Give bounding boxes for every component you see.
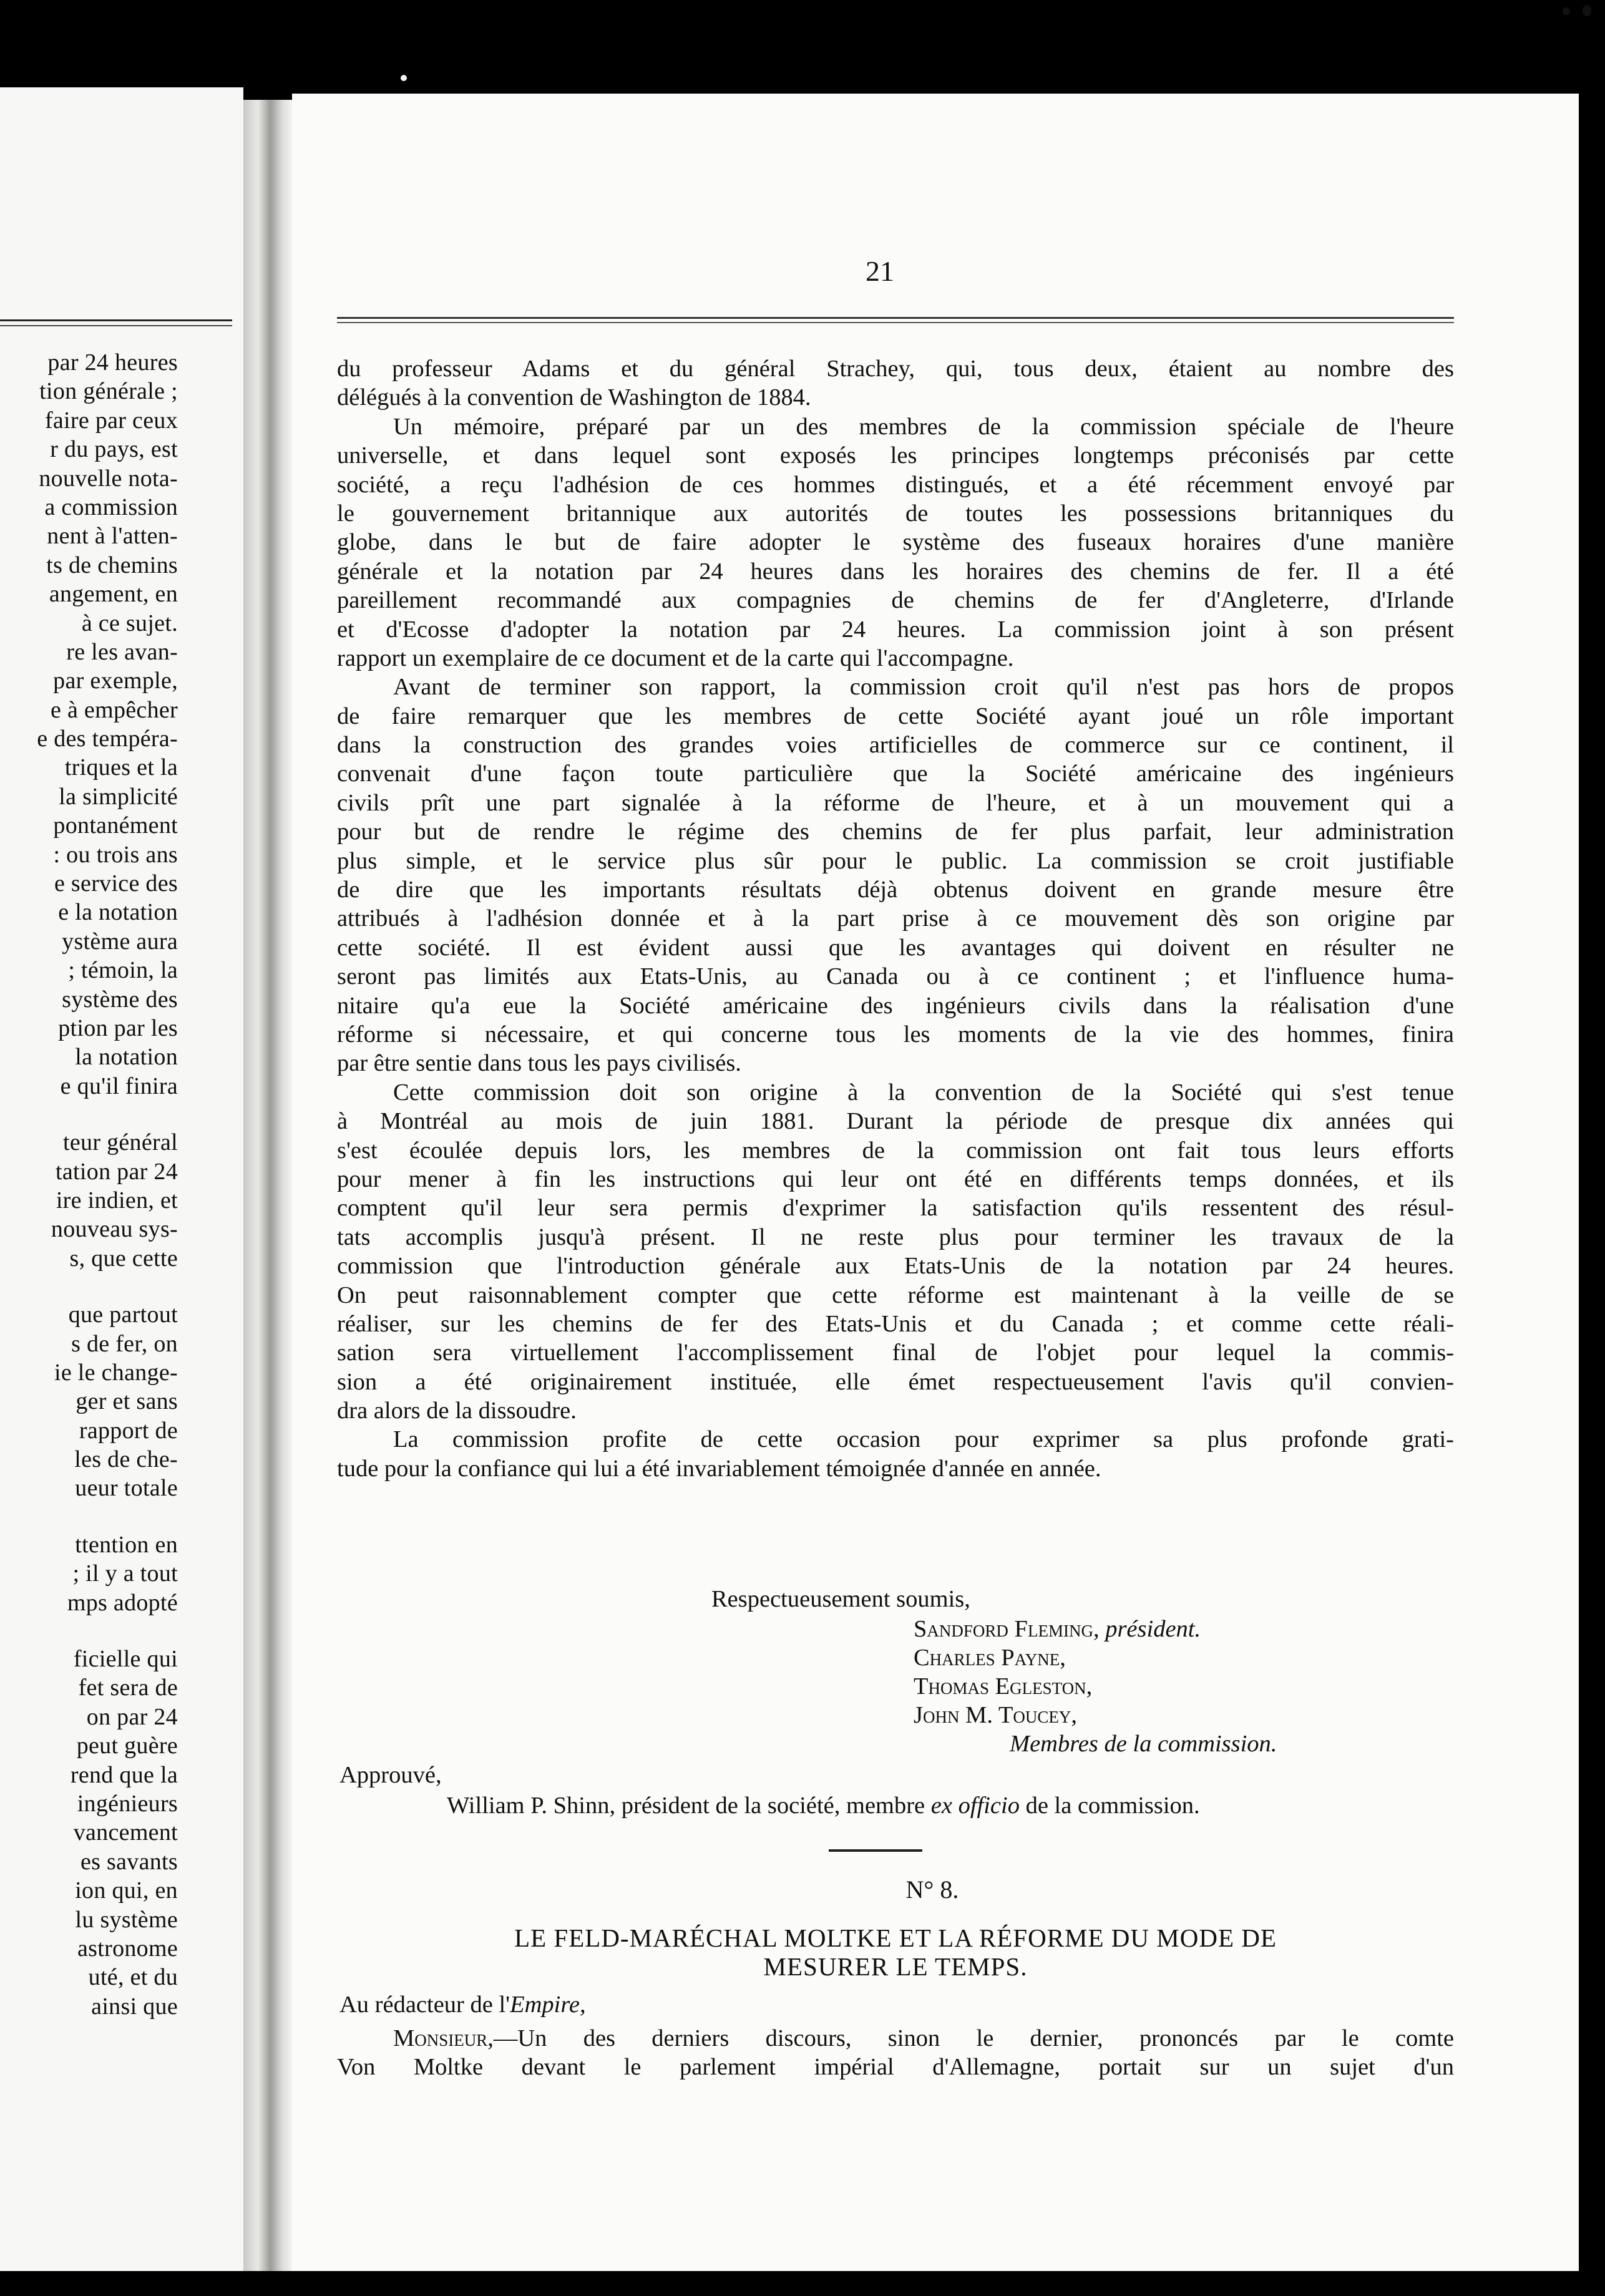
- report-line: de faire remarquer que les membres de cette Société ayant joué un rôle important: [337, 703, 1454, 729]
- left-page-line: ie le change-: [54, 1359, 178, 1386]
- addressee-prefix: Au rédacteur de l': [339, 1992, 510, 2018]
- left-page-line: ger et sans: [76, 1388, 178, 1415]
- left-page-line: mps adopté: [67, 1589, 178, 1616]
- left-page-line: teur général: [63, 1129, 178, 1156]
- left-page-line: r du pays, est: [50, 436, 178, 463]
- signatory-egleston: Thomas Egleston,: [914, 1673, 1093, 1700]
- left-page-text: [37, 348, 178, 2021]
- report-line: tude pour la confiance qui lui a été invariablement témoignée d'année en année.: [337, 1455, 1101, 1482]
- signatory-payne: Charles Payne,: [914, 1645, 1066, 1671]
- left-page-line: re les avan-: [66, 638, 178, 665]
- left-page-line: ficielle qui: [73, 1646, 178, 1673]
- report-body: [337, 354, 1454, 1483]
- report-line: sation sera virtuellement l'accomplissement final de l'objet pour lequel la commis-: [337, 1340, 1454, 1366]
- left-page-line: a commission: [44, 494, 178, 520]
- report-line: pareillement recommandé aux compagnies de chemins de fer d'Angleterre, d'Irlande: [337, 587, 1454, 614]
- commission-members-label: Membres de la commission.: [1010, 1731, 1277, 1757]
- letter-salutation: Monsieur,: [393, 2025, 494, 2051]
- report-line: Cette commission doit son origine à la convention de la Société qui s'est tenue: [393, 1079, 1454, 1106]
- left-page-line: ttention en: [75, 1531, 178, 1558]
- letter-line: [337, 2024, 1454, 2053]
- report-line: On peut raisonnablement compter que cette réforme est maintenant à la veille de se: [337, 1282, 1454, 1308]
- scan-speck: [1583, 5, 1591, 16]
- left-page-line: ystème aura: [62, 928, 178, 955]
- left-page-line: astronome: [77, 1935, 178, 1962]
- approval-line-end: de la commission.: [1025, 1793, 1200, 1819]
- addressee-paper: Empire,: [510, 1992, 586, 2018]
- left-page-line: ion qui, en: [75, 1877, 178, 1904]
- report-line: globe, dans le but de faire adopter le système des fuseaux horaires d'une manière: [337, 529, 1454, 556]
- letter-line: Von Moltke devant le parlement impérial d'Allemagne, portait sur un sujet d'un: [337, 2054, 1454, 2081]
- left-page-line: à ce sujet.: [81, 610, 178, 636]
- left-page-line: uté, et du: [88, 1964, 178, 1991]
- report-line: par être sentie dans tous les pays civilisés.: [337, 1050, 741, 1077]
- page-number: 21: [866, 255, 894, 287]
- report-line: Un mémoire, préparé par un des membres de la commission spéciale de l'heure: [393, 413, 1454, 440]
- letter-body: [337, 2024, 1454, 2082]
- signatory-fleming-role: président.: [1105, 1616, 1201, 1642]
- left-page-line: e à empêcher: [50, 696, 178, 723]
- report-line: générale et la notation par 24 heures dans les horaires des chemins de fer. Il a été: [337, 558, 1454, 585]
- report-line: société, a reçu l'adhésion de ces hommes distingués, et a été récemment envoyé par: [337, 471, 1454, 498]
- report-line: et d'Ecosse d'adopter la notation par 24 heures. La commission joint à son présent: [337, 616, 1454, 643]
- report-line: nitaire qu'a eue la Société américaine des ingénieurs civils dans la réalisation d'une: [337, 992, 1454, 1019]
- closing-line: Respectueusement soumis,: [711, 1586, 970, 1612]
- left-page-line: ueur totale: [75, 1475, 178, 1502]
- left-page-line: ire indien, et: [56, 1187, 178, 1214]
- left-page-line: pontanément: [53, 812, 178, 839]
- document-title-line-1: LE FELD-MARÉCHAL MOLTKE ET LA RÉFORME DU MODE DE: [514, 1924, 1277, 1952]
- approval-ex-officio: ex officio: [930, 1793, 1020, 1819]
- left-page-line: e service des: [54, 870, 178, 897]
- left-page-line: nouvelle nota-: [39, 465, 178, 492]
- report-line: de dire que les importants résultats déjà obtenus doivent en grande mesure être: [337, 877, 1454, 903]
- left-page-line: peut guère: [76, 1733, 178, 1759]
- report-line: pour mener à fin les instructions qui leur ont été en différents temps données, et ils: [337, 1165, 1454, 1192]
- left-page-line: : ou trois ans: [53, 841, 178, 868]
- report-line: commission que l'introduction générale aux Etats-Unis de la notation par 24 heures.: [337, 1253, 1454, 1280]
- header-rule: [337, 317, 1454, 323]
- left-page-line: par exemple,: [53, 668, 178, 694]
- report-line: tats accomplis jusqu'à présent. Il ne reste plus pour terminer les travaux de la: [337, 1223, 1454, 1250]
- left-page-line: ; il y a tout: [72, 1560, 178, 1587]
- left-page-line: s de fer, on: [71, 1330, 178, 1357]
- report-line: le gouvernement britannique aux autorités de toutes les possessions britanniques du: [337, 500, 1454, 527]
- left-page-line: es savants: [80, 1848, 178, 1875]
- document-title: [337, 1924, 1454, 1981]
- report-line: rapport un exemplaire de ce document et de la carte qui l'accompagne.: [337, 645, 1014, 671]
- report-line: universelle, et dans lequel sont exposés les principes longtemps préconisés par cette: [337, 442, 1454, 469]
- report-line: s'est écoulée depuis lors, les membres de la commission ont fait tous leurs efforts: [337, 1137, 1454, 1164]
- document-title-line-2: MESURER LE TEMPS.: [763, 1952, 1028, 1981]
- section-divider: [829, 1849, 922, 1852]
- report-line: délégués à la convention de Washington de 1884.: [337, 384, 811, 411]
- left-page-line: la notation: [75, 1044, 178, 1071]
- report-line: convenait d'une façon toute particulière que la Société américaine des ingénieurs: [337, 761, 1454, 787]
- report-line: Avant de terminer son rapport, la commission croit qu'il n'est pas hors de propos: [393, 674, 1454, 701]
- left-page-line: ts de chemins: [46, 552, 178, 578]
- left-page-line: angement, en: [49, 581, 178, 608]
- left-page-gap: [37, 1617, 178, 1645]
- left-page-gap: [37, 1273, 178, 1300]
- signatory-fleming-name: Sandford Fleming,: [914, 1616, 1100, 1642]
- left-page-line: tion générale ;: [39, 378, 178, 405]
- left-page-line: ption par les: [58, 1014, 178, 1041]
- report-line: à Montréal au mois de juin 1881. Durant la période de presque dix années qui: [337, 1108, 1454, 1135]
- left-page-line: par 24 heures: [47, 349, 178, 376]
- left-page-line: tation par 24: [56, 1158, 178, 1185]
- left-page-line: nent à l'atten-: [47, 523, 178, 550]
- approval-label: Approuvé,: [339, 1762, 442, 1788]
- report-line: dans la construction des grandes voies artificielles de commerce sur ce continent, il: [337, 732, 1454, 759]
- signatory-toucey: John M. Toucey,: [914, 1702, 1078, 1728]
- report-line: cette société. Il est évident aussi que les avantages qui doivent en résulter ne: [337, 934, 1454, 961]
- left-page-line: e la notation: [58, 899, 178, 926]
- letter-line-1-rest: —Un des derniers discours, sinon le dernier, prononcés par le comte: [493, 2025, 1454, 2051]
- report-line: sion a été originairement instituée, elle émet respectueusement l'avis qu'il convien-: [337, 1368, 1454, 1395]
- report-line: plus simple, et le service plus sûr pour le public. La commission se croit justifiable: [337, 847, 1454, 874]
- left-page-header-rule: [0, 319, 232, 326]
- left-page-line: e qu'il finira: [60, 1073, 178, 1099]
- report-line: réaliser, sur les chemins de fer des Etats-Unis et du Canada ; et comme cette réali-: [337, 1310, 1454, 1337]
- left-page-gap: [37, 1503, 178, 1530]
- left-page-line: la simplicité: [59, 783, 178, 810]
- left-page-line: on par 24: [86, 1703, 178, 1730]
- scan-speck: [401, 75, 407, 81]
- document-number: N° 8.: [905, 1875, 959, 1904]
- book-gutter: [243, 100, 292, 2271]
- left-page-line: fet sera de: [78, 1675, 178, 1701]
- scan-speck: [1563, 7, 1570, 15]
- approval-line: [447, 1791, 1200, 1820]
- report-line: du professeur Adams et du général Strachey, qui, tous deux, étaient au nombre des: [337, 356, 1454, 382]
- addressee: [339, 1990, 586, 2019]
- left-page-line: les de che-: [74, 1446, 178, 1473]
- left-page-line: ainsi que: [91, 1993, 178, 2020]
- left-page-line: système des: [62, 986, 178, 1013]
- report-line: La commission profite de cette occasion pour exprimer sa plus profonde grati-: [393, 1426, 1454, 1453]
- left-page-line: que partout: [68, 1301, 178, 1328]
- report-line: comptent qu'il leur sera permis d'exprimer la satisfaction qu'ils ressentent des résul-: [337, 1195, 1454, 1222]
- left-page-line: lu système: [75, 1906, 178, 1933]
- report-line: civils prît une part signalée à la réforme de l'heure, et à un mouvement qui a: [337, 789, 1454, 816]
- left-page-gap: [37, 1101, 178, 1128]
- report-line: dra alors de la dissoudre.: [337, 1398, 577, 1424]
- right-page: [292, 94, 1579, 2271]
- left-page-line: e des tempéra-: [37, 726, 178, 752]
- report-line: seront pas limités aux Etats-Unis, au Canada ou à ce continent ; et l'influence huma-: [337, 963, 1454, 990]
- left-page-line: s, que cette: [69, 1245, 178, 1272]
- left-page-line: faire par ceux: [44, 407, 178, 434]
- report-line: attribués à l'adhésion donnée et à la part prise à ce mouvement dès son origine par: [337, 905, 1454, 932]
- left-page-line: nouveau sys-: [51, 1216, 178, 1243]
- left-page-line: vancement: [73, 1819, 178, 1846]
- left-page-line: ingénieurs: [77, 1790, 178, 1817]
- left-facing-page: [0, 87, 243, 2271]
- approval-line-start: William P. Shinn, président de la société, membre: [447, 1793, 925, 1819]
- left-page-line: ; témoin, la: [68, 957, 178, 984]
- left-page-line: rapport de: [79, 1417, 178, 1444]
- signatory-fleming: [914, 1615, 1201, 1643]
- report-line: pour but de rendre le régime des chemins de fer plus parfait, leur administration: [337, 819, 1454, 845]
- left-page-line: triques et la: [64, 754, 178, 781]
- report-line: réforme si nécessaire, et qui concerne tous les moments de la vie des hommes, finira: [337, 1021, 1454, 1048]
- left-page-line: rend que la: [70, 1761, 178, 1788]
